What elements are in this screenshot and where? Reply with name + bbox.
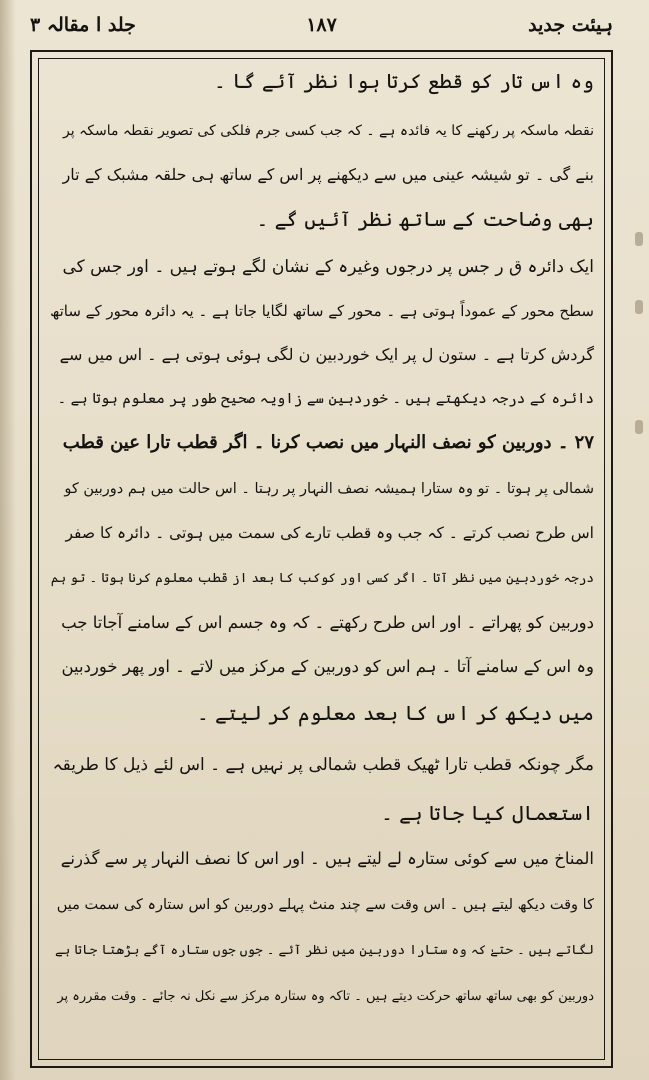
text-line: کا وقت دیکھ لیتے ہیں ۔ اس وقت سے چند منٹ پہلے دوربین کو اس ستارہ کی سمت میں (56, 897, 594, 913)
body-text (50, 62, 594, 1062)
text-line: دائرہ کے درجہ دیکھتے ہیں ۔ خوردبین سے زاویہ صحیح طور پر معلوم ہوتا ہے ۔ (57, 391, 594, 407)
volume-label: جلد ا مقالہ ۳ (30, 14, 136, 36)
text-line: ایک دائرہ ق ر جس پر درجوں وغیرہ کے نشان لگے ہوتے ہیں ۔ اور جس کی (62, 257, 594, 277)
text-line: استعمال کیا جاتا ہے ۔ (381, 801, 594, 825)
text-line: بنے گی ۔ تو شیشہ عینی میں سے دیکھنے پر اس کے ساتھ ہی حلقہ مشبک کے تار (62, 165, 594, 184)
text-line: المناخ میں سے کوئی ستارہ لے لیتے ہیں ۔ اور اس کا نصف النہار پر سے گذرنے (60, 849, 594, 868)
text-line: وہ اس تار کو قطع کرتا ہوا نظر آئے گا ۔ (214, 69, 594, 93)
text-line: نقطہ ماسکہ پر رکھنے کا یہ فائدہ ہے ۔ کہ جب کسی جرم فلکی کی تصویر نقطہ ماسکہ پر (63, 123, 594, 139)
text-line: دوربین کو بھی ساتھ ساتھ حرکت دیتے ہیں ۔ تاکہ وہ ستارہ مرکز سے نکل نہ جائے ۔ وقت مقررہ پر (57, 989, 594, 1004)
text-line: بھی وضاحت کے ساتھ نظر آئیں گے ۔ (256, 207, 594, 231)
text-line: شمالی پر ہوتا ۔ تو وہ ستارا ہمیشہ نصف النہار پر رہتا ۔ اس حالت میں ہم دوربین کو (64, 481, 594, 497)
page-header (30, 8, 613, 46)
text-line: مگر چونکہ قطب تارا ٹھیک قطب شمالی پر نہیں ہے ۔ اس لئے ذیل کا طریقہ (52, 755, 594, 775)
text-line: اس طرح نصب کرتے ۔ کہ جب وہ قطب تارے کی سمت میں ہوتی ۔ دائرہ کا صفر (65, 524, 594, 542)
text-line: لگاتے ہیں ۔ حتےٰ کہ وہ ستارا دوربین میں نظر آئے ۔ جوں جوں ستارہ آگے بڑھتا جاتا ہے (54, 943, 594, 958)
text-line: درجہ خوردبین میں نظر آتا ۔ اگر کسی اور کوکب کا بعد از قطب معلوم کرنا ہوتا ۔ تو ہم (50, 571, 594, 586)
paper-spot (635, 300, 643, 314)
book-title: ہیئت جدید (528, 14, 613, 36)
page-number: ۱۸۷ (306, 14, 337, 36)
paper-spot (635, 232, 643, 246)
paper-spot (635, 420, 643, 434)
text-line: سطح محور کے عموداً ہوتی ہے ۔ محور کے ساتھ لگایا جاتا ہے ۔ یہ دائرہ محور کے ساتھ (50, 302, 594, 320)
text-line: دوربین کو پھراتے ۔ اور اس طرح رکھتے ۔ کہ وہ جسم اس کے سامنے آجاتا جب (61, 613, 594, 632)
text-line: گردش کرتا ہے ۔ ستون ل پر ایک خوردبین ن لگی ہوئی ہوتی ہے ۔ اس میں سے (59, 345, 594, 364)
text-line: وہ اس کے سامنے آتا ۔ ہم اس کو دوربین کے مرکز میں لاتے ۔ اور پھر خوردبین (61, 657, 594, 676)
page-edge-shadow (0, 0, 16, 1080)
text-line: میں دیکھ کر اس کا بعد معلوم کر لیتے ۔ (196, 701, 594, 725)
section-heading: ۲۷ ۔ دوربین کو نصف النہار میں نصب کرنا ۔ اگر قطب تارا عین قطب (62, 432, 594, 453)
